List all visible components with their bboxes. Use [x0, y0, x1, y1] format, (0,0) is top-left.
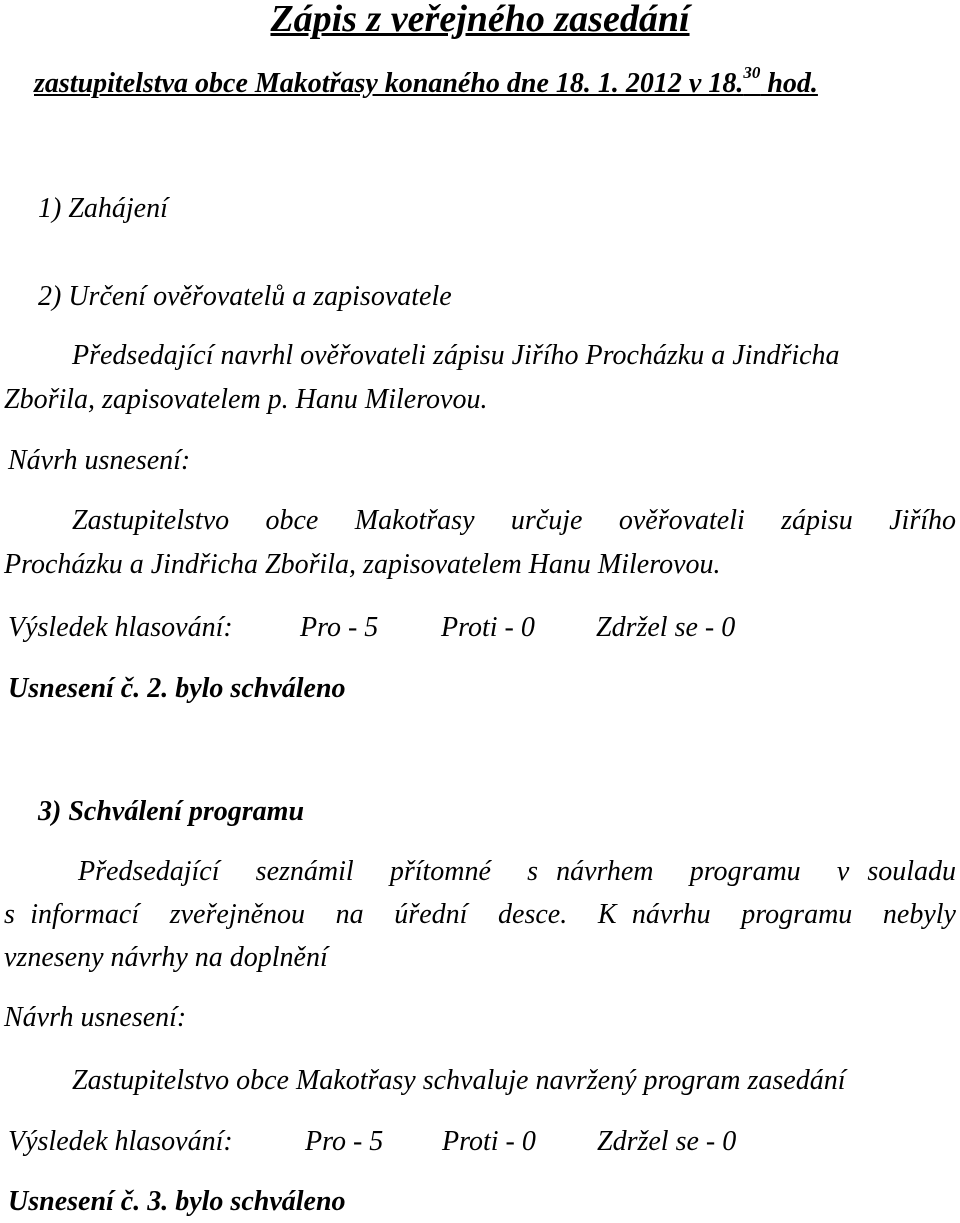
section-2-vote-result — [8, 614, 735, 642]
vote-zdrzel: Zdržel se - 0 — [597, 1126, 737, 1157]
section-2-heading: 2) Určení ověřovatelů a zapisovatele — [38, 281, 452, 312]
section-3-heading: 3) Schválení programu — [38, 796, 305, 827]
section-3-paragraph-line-2: s informací zveřejněnou na úřední desce. K návrhu programu nebyly — [4, 899, 956, 930]
section-2-paragraph-line-2: Zbořila, zapisovatelem p. Hanu Milerovou. — [4, 384, 488, 415]
section-2-resolution-status: Usnesení č. 2. bylo schváleno — [8, 673, 346, 704]
vote-label: Výsledek hlasování: — [8, 1126, 233, 1157]
subtitle-end: hod. — [760, 68, 818, 99]
section-2-resolution-line-2: Procházku a Jindřicha Zbořila, zapisovatelem Hanu Milerovou. — [4, 549, 721, 580]
section-3-paragraph-line-3: vzneseny návrhy na doplnění — [4, 942, 328, 973]
subtitle-main: zastupitelstva obce Makotřasy konaného dne 18. 1. 2012 v 18. — [34, 68, 744, 99]
section-3-vote-result — [8, 1128, 736, 1156]
vote-pro: Pro - 5 — [305, 1126, 384, 1157]
vote-zdrzel: Zdržel se - 0 — [596, 612, 736, 643]
section-3-resolution-status: Usnesení č. 3. bylo schváleno — [8, 1186, 346, 1217]
section-2-paragraph-line-1: Předsedající navrhl ověřovateli zápisu Jiřího Procházku a Jindřicha — [72, 340, 840, 371]
vote-pro: Pro - 5 — [300, 612, 379, 643]
section-2-proposal-label: Návrh usnesení: — [8, 445, 191, 476]
section-3-resolution-line-1: Zastupitelstvo obce Makotřasy schvaluje navržený program zasedání — [72, 1065, 846, 1096]
document-title: Zápis z veřejného zasedání — [270, 0, 690, 40]
section-3-paragraph-line-1: Předsedající seznámil přítomné s návrhem programu v souladu — [78, 856, 956, 887]
document-subtitle — [34, 62, 818, 99]
subtitle-time-superscript: 30 — [743, 62, 761, 82]
vote-proti: Proti - 0 — [442, 1126, 536, 1157]
vote-proti: Proti - 0 — [441, 612, 535, 643]
section-2-resolution-line-1: Zastupitelstvo obce Makotřasy určuje ověřovateli zápisu Jiřího — [72, 505, 956, 536]
section-3-proposal-label: Návrh usnesení: — [4, 1002, 187, 1033]
section-1-heading: 1) Zahájení — [38, 193, 168, 224]
vote-label: Výsledek hlasování: — [8, 612, 233, 643]
